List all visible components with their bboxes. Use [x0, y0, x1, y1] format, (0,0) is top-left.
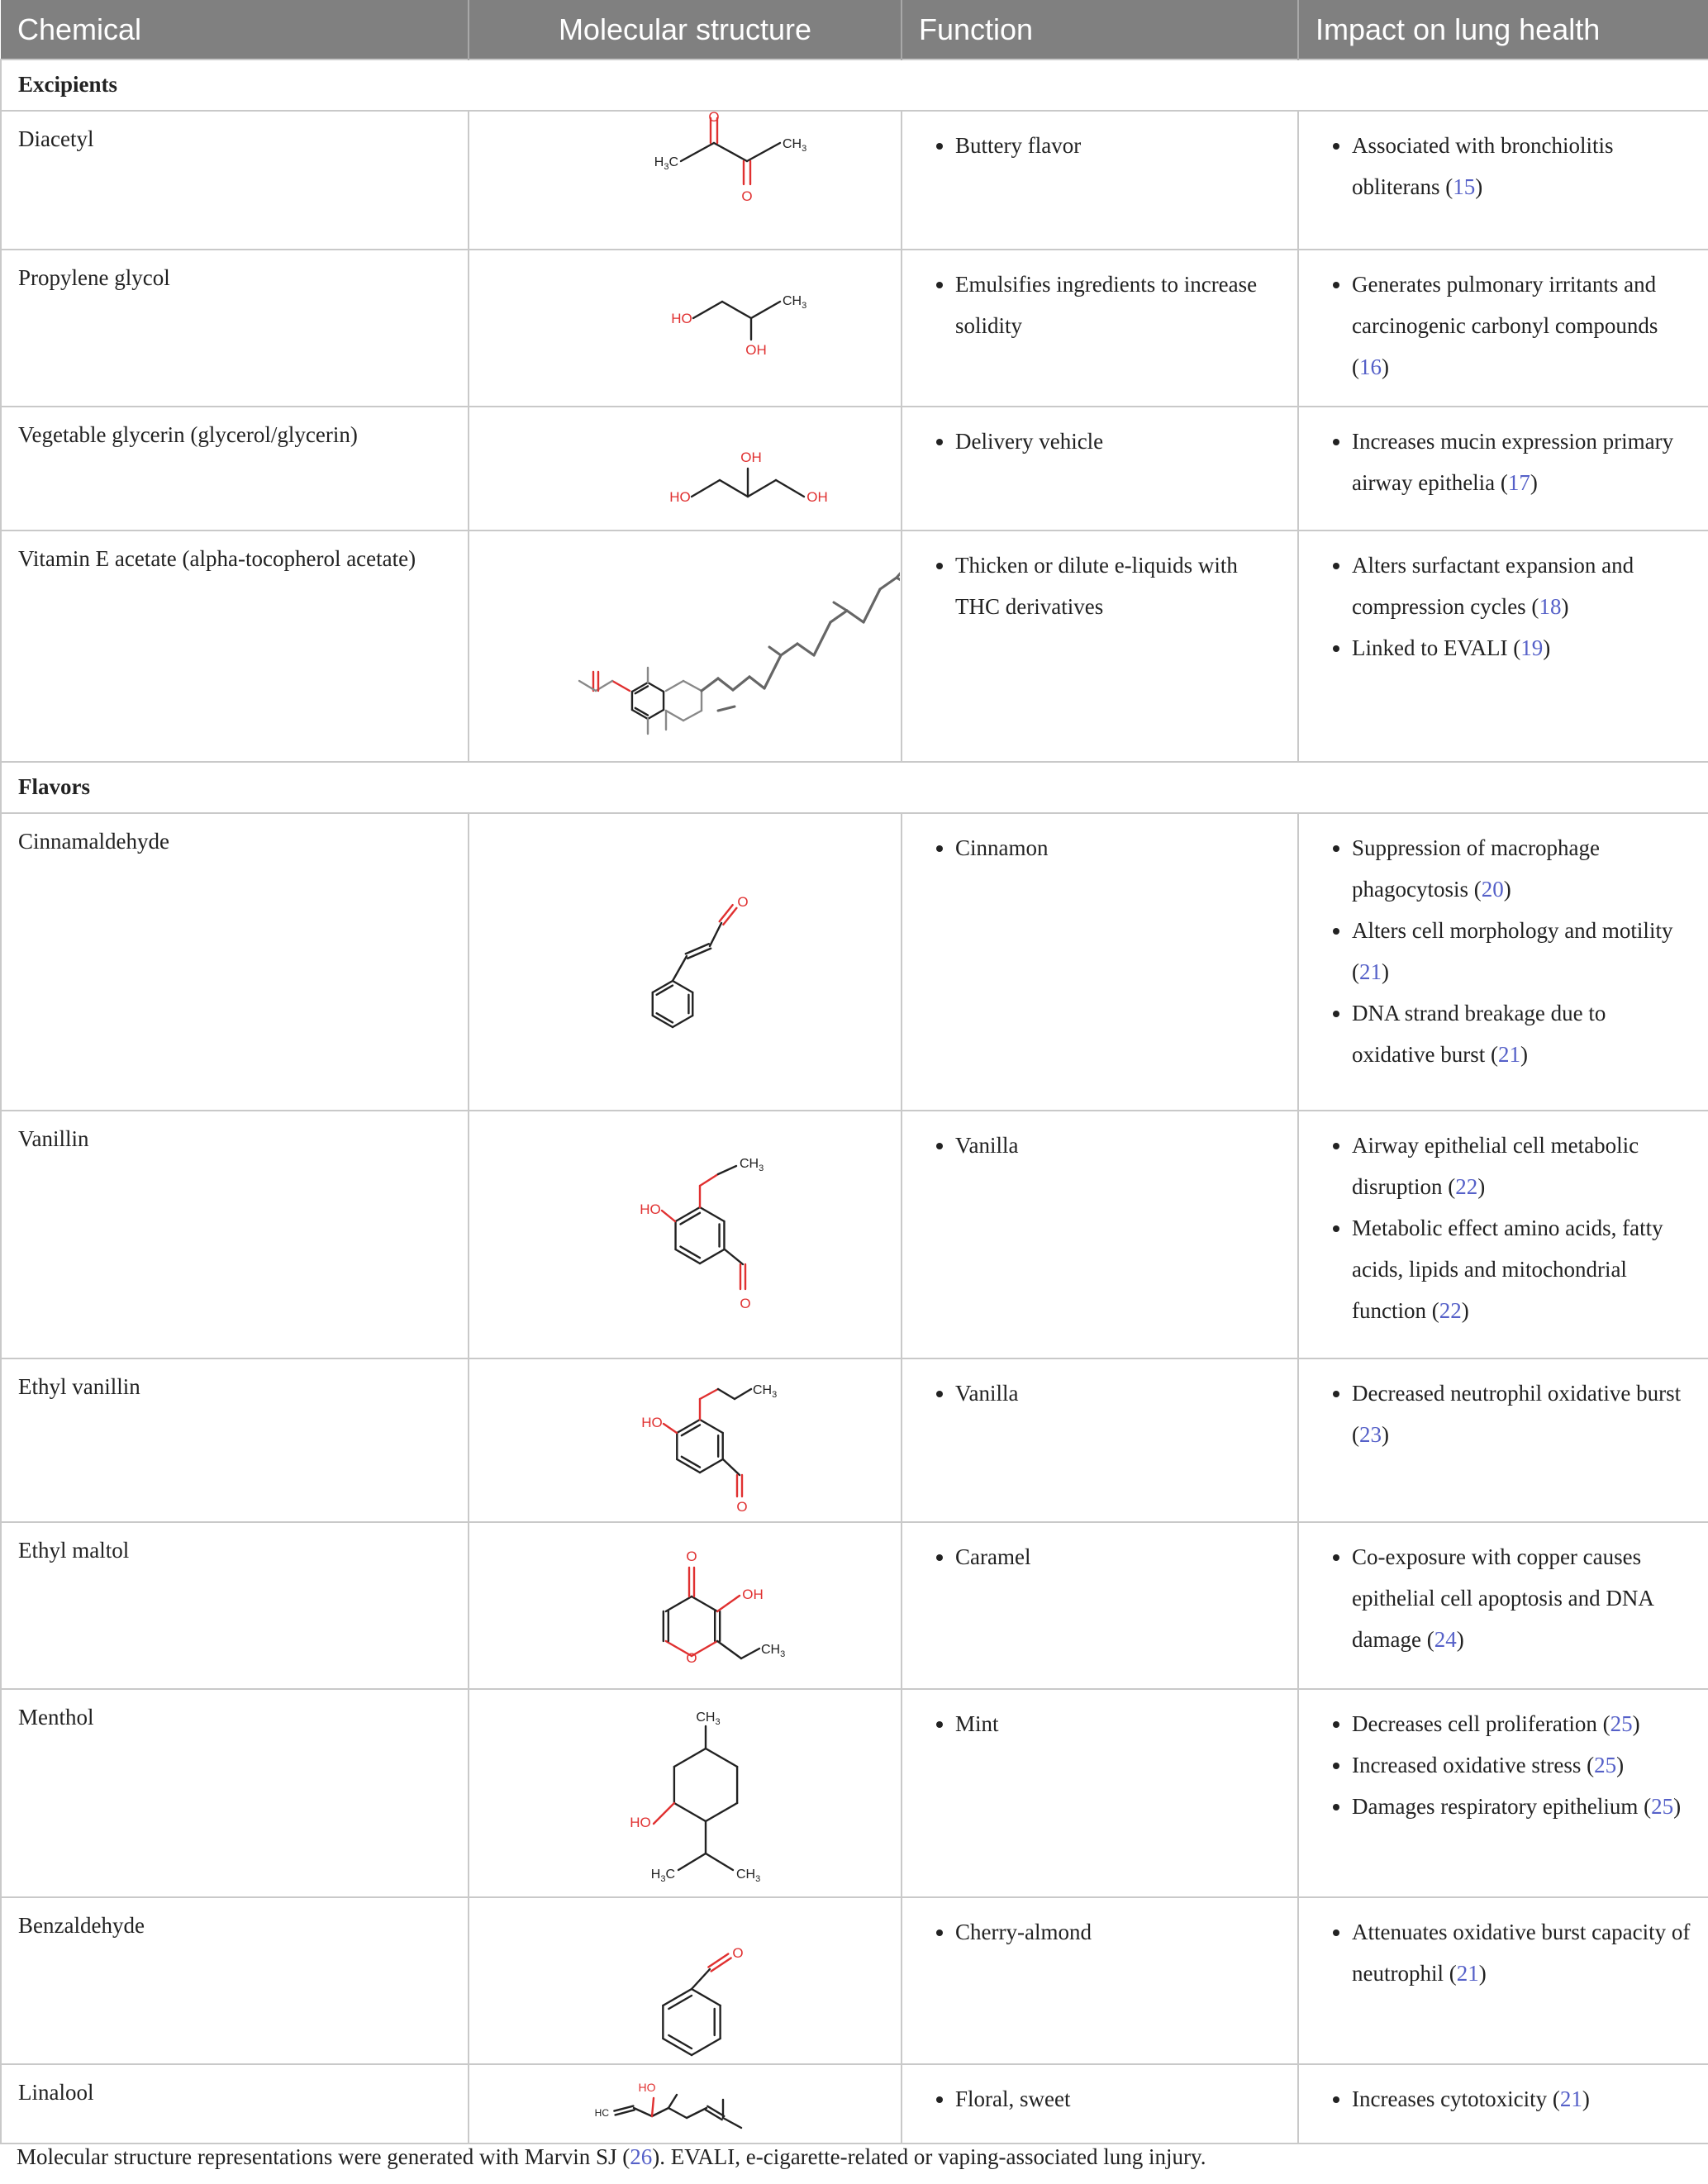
reference-link[interactable]: 21: [1497, 1042, 1520, 1067]
molecular-structure-diagram: [470, 1898, 900, 2062]
atom-label: O: [740, 1296, 751, 1311]
function-item: • Floral, sweet: [955, 2078, 1281, 2120]
impact-cell: [1298, 531, 1708, 762]
atom-label: OH: [745, 342, 767, 358]
atom-label: HO: [638, 2081, 656, 2094]
function-cell: [902, 250, 1298, 407]
section-row: [1, 59, 1708, 111]
table-row: [1, 1897, 1708, 2064]
function-item: • Delivery vehicle: [955, 421, 1281, 462]
reference-link[interactable]: 16: [1359, 354, 1382, 379]
impact-cell: [1298, 250, 1708, 407]
impact-item: • Co-exposure with copper causes epithelial cell apoptosis and DNA damage (24): [1352, 1536, 1691, 1660]
molecular-structure-cell: [469, 250, 902, 407]
atom-label: OH: [806, 489, 828, 505]
impact-item: • Decreases cell proliferation (25): [1352, 1703, 1691, 1744]
impact-item: • Alters surfactant expansion and compression cycles (18): [1352, 545, 1691, 627]
table-row: [1, 2064, 1708, 2144]
table-row: [1, 111, 1708, 250]
reference-link[interactable]: 21: [1456, 1961, 1479, 1986]
reference-link[interactable]: 21: [1359, 959, 1382, 984]
function-item: • Mint: [955, 1703, 1281, 1744]
atom-label: $CH_3$: [736, 1868, 761, 1884]
reference-link[interactable]: 22: [1455, 1174, 1478, 1199]
function-cell: [902, 1522, 1298, 1689]
impact-item: • Damages respiratory epithelium (25): [1352, 1786, 1691, 1827]
table-row: [1, 1111, 1708, 1358]
function-cell: [902, 1689, 1298, 1897]
header-chemical: Chemical: [1, 0, 469, 59]
header-molecular-structure: Molecular structure: [469, 0, 902, 59]
impact-cell: [1298, 2064, 1708, 2144]
function-cell: [902, 813, 1298, 1111]
reference-link[interactable]: 20: [1481, 877, 1504, 902]
function-cell: [902, 1111, 1298, 1358]
reference-link[interactable]: 15: [1453, 174, 1476, 199]
impact-item: • Increased oxidative stress (25): [1352, 1744, 1691, 1786]
chemical-name: Linalool: [1, 2064, 469, 2144]
table-row: [1, 813, 1708, 1111]
impact-cell: [1298, 1522, 1708, 1689]
atom-label: $CH_3$: [753, 1383, 778, 1400]
function-cell: [902, 1358, 1298, 1522]
function-item: • Cherry-almond: [955, 1911, 1281, 1953]
chemical-name: Ethyl vanillin: [1, 1358, 469, 1522]
table-row: [1, 531, 1708, 762]
molecular-structure-diagram: [470, 1111, 900, 1356]
molecular-structure-diagram: [470, 2065, 900, 2141]
molecular-structure-diagram: [470, 112, 900, 247]
atom-label: HO: [669, 489, 691, 505]
impact-item: • Linked to EVALI (19): [1352, 627, 1691, 669]
reference-link[interactable]: 17: [1507, 470, 1530, 495]
function-item: • Cinnamon: [955, 827, 1281, 868]
impact-cell: [1298, 813, 1708, 1111]
impact-item: • Associated with bronchiolitis obliterans (15): [1352, 125, 1691, 207]
function-item: • Thicken or dilute e-liquids with THC derivatives: [955, 545, 1281, 627]
atom-label: OH: [742, 1587, 764, 1602]
section-title: Excipients: [1, 59, 1708, 111]
header-function: Function: [902, 0, 1298, 59]
header-impact: Impact on lung health: [1298, 0, 1708, 59]
molecular-structure-diagram: [470, 814, 900, 1108]
chemical-name: Vitamin E acetate (alpha-tocopherol acetate): [1, 531, 469, 762]
impact-item: • Alters cell morphology and motility (21): [1352, 910, 1691, 992]
function-item: • Caramel: [955, 1536, 1281, 1577]
chemical-name: Diacetyl: [1, 111, 469, 250]
impact-item: • Decreased neutrophil oxidative burst (23): [1352, 1373, 1691, 1455]
function-cell: [902, 111, 1298, 250]
atom-label: O: [736, 1499, 748, 1515]
atom-label: $H_3C$: [654, 155, 678, 172]
function-item: • Vanilla: [955, 1373, 1281, 1414]
table-row: [1, 250, 1708, 407]
table-footnote: [17, 2139, 1206, 2175]
function-cell: [902, 407, 1298, 531]
reference-link[interactable]: 19: [1520, 635, 1544, 660]
table-row: [1, 1358, 1708, 1522]
impact-item: • Attenuates oxidative burst capacity of neutrophil (21): [1352, 1911, 1691, 1994]
impact-cell: [1298, 1689, 1708, 1897]
chemical-name: Menthol: [1, 1689, 469, 1897]
molecular-structure-diagram: [470, 1359, 900, 1520]
impact-cell: [1298, 1111, 1708, 1358]
molecular-structure-cell: [469, 531, 902, 762]
atom-label: O: [741, 188, 753, 204]
reference-link[interactable]: 24: [1434, 1627, 1457, 1652]
impact-item: • Airway epithelial cell metabolic disruption (22): [1352, 1125, 1691, 1207]
atom-label: $CH_3$: [761, 1643, 786, 1659]
impact-item: • Generates pulmonary irritants and carcinogenic carbonyl compounds (16): [1352, 264, 1691, 388]
reference-link[interactable]: 21: [1559, 2086, 1582, 2111]
molecular-structure-diagram: [470, 250, 900, 404]
atom-label: HC: [594, 2107, 609, 2119]
impact-item: • Increases cytotoxicity (21): [1352, 2078, 1691, 2120]
table-row: [1, 1522, 1708, 1689]
atom-label: $H_3C$: [650, 1868, 675, 1884]
atom-label: $CH_3$: [740, 1157, 764, 1173]
atom-label: $CH_3$: [783, 137, 807, 154]
section-row: [1, 762, 1708, 813]
molecular-structure-cell: [469, 111, 902, 250]
atom-label: O: [686, 1549, 697, 1564]
chemical-name: Propylene glycol: [1, 250, 469, 407]
molecular-structure-cell: [469, 1358, 902, 1522]
chemical-name: Vanillin: [1, 1111, 469, 1358]
reference-link[interactable]: 22: [1439, 1298, 1462, 1323]
reference-link[interactable]: 18: [1539, 594, 1562, 619]
function-item: • Buttery flavor: [955, 125, 1281, 166]
molecular-structure-diagram: [470, 1523, 900, 1687]
function-cell: [902, 2064, 1298, 2144]
function-item: • Emulsifies ingredients to increase solidity: [955, 264, 1281, 346]
chemical-name: Ethyl maltol: [1, 1522, 469, 1689]
atom-label: HO: [630, 1815, 651, 1830]
molecular-structure-diagram: [470, 531, 900, 759]
function-item: • Vanilla: [955, 1125, 1281, 1166]
table-row: [1, 407, 1708, 531]
function-cell: [902, 531, 1298, 762]
chemical-name: Cinnamaldehyde: [1, 813, 469, 1111]
impact-cell: [1298, 111, 1708, 250]
molecular-structure-cell: [469, 1897, 902, 2064]
atom-label: O: [708, 112, 720, 125]
molecular-structure-cell: [469, 2064, 902, 2144]
impact-cell: [1298, 407, 1708, 531]
header-row: [1, 0, 1708, 59]
atom-label: O: [732, 1945, 744, 1961]
atom-label: HO: [640, 1201, 661, 1217]
molecular-structure-cell: [469, 813, 902, 1111]
molecular-structure-cell: [469, 407, 902, 531]
impact-cell: [1298, 1358, 1708, 1522]
molecular-structure-cell: [469, 1522, 902, 1689]
molecular-structure-diagram: [470, 1690, 900, 1895]
section-title: Flavors: [1, 762, 1708, 813]
atom-label: HO: [641, 1415, 663, 1430]
atom-label: $CH_3$: [783, 294, 807, 311]
reference-link[interactable]: 25: [1610, 1711, 1633, 1736]
chemical-name: Vegetable glycerin (glycerol/glycerin): [1, 407, 469, 531]
impact-item: • DNA strand breakage due to oxidative burst (21): [1352, 992, 1691, 1075]
molecular-structure-diagram: [470, 407, 900, 528]
molecular-structure-cell: [469, 1111, 902, 1358]
atom-label: O: [737, 894, 749, 910]
footnote-text-end: ). EVALI, e-cigarette-related or vaping-associated lung injury.: [652, 2144, 1206, 2169]
footnote-text: Molecular structure representations were generated with Marvin SJ (: [17, 2144, 630, 2169]
impact-item: • Suppression of macrophage phagocytosis (20): [1352, 827, 1691, 910]
footnote-reference[interactable]: 26: [630, 2144, 653, 2169]
function-cell: [902, 1897, 1298, 2064]
impact-item: • Metabolic effect amino acids, fatty acids, lipids and mitochondrial function (22): [1352, 1207, 1691, 1331]
atom-label: O: [686, 1650, 697, 1666]
impact-cell: [1298, 1897, 1708, 2064]
impact-item: • Increases mucin expression primary airway epithelia (17): [1352, 421, 1691, 503]
reference-link[interactable]: 25: [1594, 1753, 1617, 1777]
atom-label: $CH_3$: [696, 1711, 721, 1727]
atom-label: HO: [671, 311, 692, 326]
chemical-name: Benzaldehyde: [1, 1897, 469, 2064]
table-row: [1, 1689, 1708, 1897]
atom-label: OH: [740, 450, 762, 465]
reference-link[interactable]: 25: [1651, 1794, 1674, 1819]
reference-link[interactable]: 23: [1359, 1422, 1382, 1447]
molecular-structure-cell: [469, 1689, 902, 1897]
